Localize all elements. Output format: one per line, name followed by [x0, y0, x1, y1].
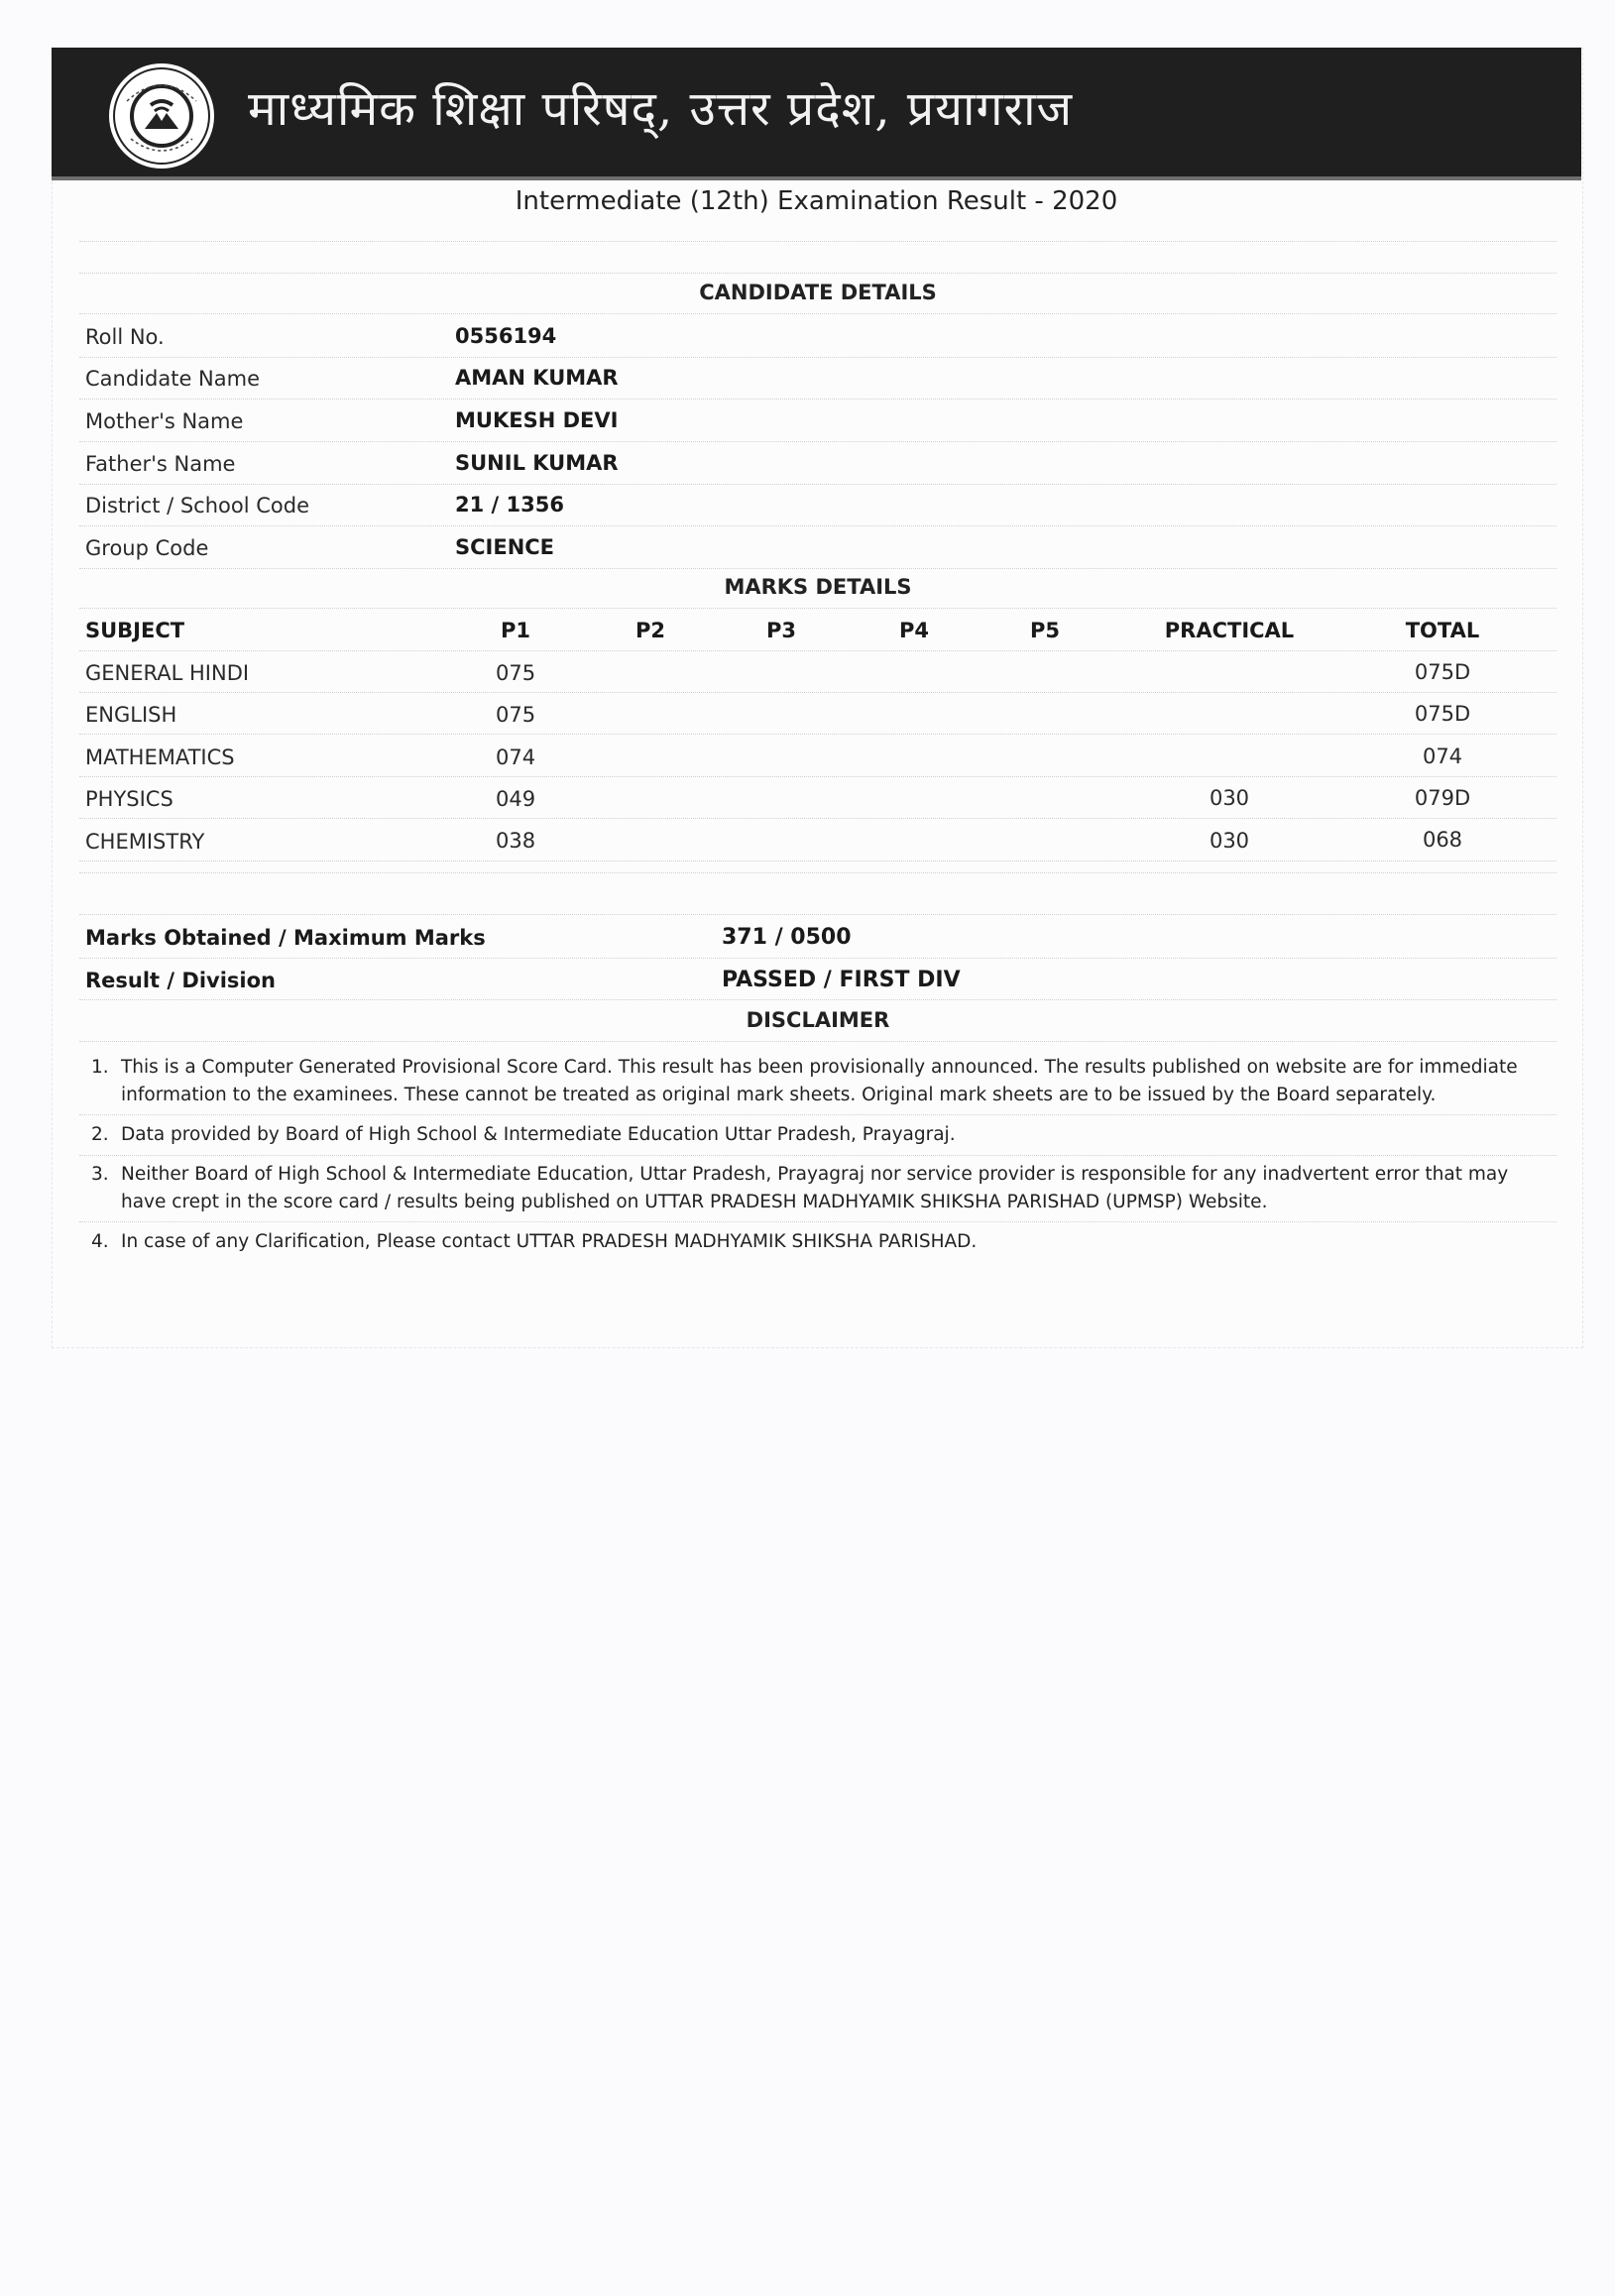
p1-cell: 038 [496, 829, 536, 853]
disclaimer-item [91, 1228, 1541, 1256]
mothers-name-label: Mother's Name [85, 409, 244, 433]
p1-cell: 074 [496, 746, 536, 769]
divider [79, 484, 1557, 485]
up-government-seal-icon [107, 61, 216, 171]
col-p2: P2 [634, 619, 665, 642]
divider [79, 914, 1557, 915]
divider [79, 1155, 1557, 1156]
practical-cell: 030 [1209, 786, 1250, 810]
candidate-name-label: Candidate Name [85, 367, 260, 391]
disclaimer-text: This is a Computer Generated Provisional Score Card. This result has been provisionally announced. The results published on website are for immediate information to the examinees. These cannot be treated as original mark sheets. Original mark sheets are to be issued by the Board separately. [121, 1057, 1518, 1105]
divider [79, 958, 1557, 959]
divider [79, 872, 1557, 873]
divider [79, 734, 1557, 735]
header-banner [52, 48, 1581, 180]
marks-details-heading: MARKS DETAILS [724, 575, 912, 599]
roll-no-label: Roll No. [85, 325, 165, 349]
p1-cell: 049 [496, 787, 536, 811]
disclaimer-text: Data provided by Board of High School & Intermediate Education Uttar Pradesh, Prayagraj. [121, 1124, 956, 1145]
divider [79, 776, 1557, 777]
divider [79, 1041, 1557, 1042]
col-p1: P1 [500, 619, 530, 642]
divider [79, 692, 1557, 693]
subject-cell: PHYSICS [85, 787, 173, 811]
col-p4: P4 [898, 619, 929, 642]
divider [79, 399, 1557, 400]
col-subject: SUBJECT [85, 619, 185, 642]
divider [79, 313, 1557, 314]
result-division-label: Result / Division [85, 969, 276, 992]
fathers-name-value: SUNIL KUMAR [455, 451, 619, 475]
total-cell: 074 [1422, 745, 1463, 768]
col-practical: PRACTICAL [1164, 619, 1295, 642]
result-sheet [52, 48, 1583, 1348]
candidate-details-heading: CANDIDATE DETAILS [699, 281, 937, 304]
divider [79, 608, 1557, 609]
group-code-value: SCIENCE [455, 535, 555, 559]
disclaimer-text: In case of any Clarification, Please contact UTTAR PRADESH MADHYAMIK SHIKSHA PARISHAD. [121, 1231, 978, 1252]
total-cell: 075D [1414, 660, 1471, 684]
exam-title: Intermediate (12th) Examination Result - 2020 [515, 186, 1118, 216]
divider [79, 818, 1557, 819]
divider [79, 1221, 1557, 1222]
disclaimer-heading: DISCLAIMER [746, 1008, 890, 1032]
disclaimer-number: 4. [91, 1231, 109, 1252]
divider [79, 568, 1557, 569]
board-title: माध्यमिक शिक्षा परिषद्, उत्तर प्रदेश, प्रयागराज [248, 81, 1074, 137]
disclaimer-item [91, 1121, 1541, 1149]
divider [79, 525, 1557, 526]
roll-no-value: 0556194 [455, 324, 557, 348]
group-code-label: Group Code [85, 536, 209, 560]
district-school-code-label: District / School Code [85, 494, 310, 517]
subject-cell: CHEMISTRY [85, 830, 205, 854]
subject-cell: GENERAL HINDI [85, 661, 250, 685]
subject-cell: ENGLISH [85, 703, 177, 727]
marks-obtained-label: Marks Obtained / Maximum Marks [85, 926, 486, 950]
divider [79, 1114, 1557, 1115]
disclaimer-item [91, 1161, 1541, 1216]
p1-cell: 075 [496, 661, 536, 685]
col-p3: P3 [765, 619, 796, 642]
divider [79, 273, 1557, 274]
disclaimer-number: 2. [91, 1124, 109, 1145]
total-cell: 068 [1422, 828, 1463, 852]
practical-cell: 030 [1209, 829, 1250, 853]
mothers-name-value: MUKESH DEVI [455, 408, 619, 432]
total-cell: 079D [1414, 786, 1471, 810]
disclaimer-number: 3. [91, 1164, 109, 1185]
divider [79, 357, 1557, 358]
disclaimer-number: 1. [91, 1057, 109, 1078]
divider [79, 241, 1557, 242]
candidate-name-value: AMAN KUMAR [455, 366, 619, 390]
fathers-name-label: Father's Name [85, 452, 236, 476]
divider [79, 650, 1557, 651]
divider [79, 999, 1557, 1000]
col-p5: P5 [1029, 619, 1060, 642]
disclaimer-item [91, 1054, 1541, 1109]
total-cell: 075D [1414, 702, 1471, 726]
p1-cell: 075 [496, 703, 536, 727]
marks-obtained-value: 371 / 0500 [722, 925, 852, 950]
subject-cell: MATHEMATICS [85, 746, 235, 769]
result-division-value: PASSED / FIRST DIV [722, 968, 961, 992]
col-total: TOTAL [1405, 619, 1480, 642]
district-school-code-value: 21 / 1356 [455, 493, 564, 517]
disclaimer-text: Neither Board of High School & Intermediate Education, Uttar Pradesh, Prayagraj nor service provider is responsible for any inadvertent error that may have crept in the score card / results being published on UTTAR PRADESH MADHYAMIK SHIKSHA PARISHAD (UPMSP) Website. [121, 1164, 1509, 1212]
divider [79, 441, 1557, 442]
